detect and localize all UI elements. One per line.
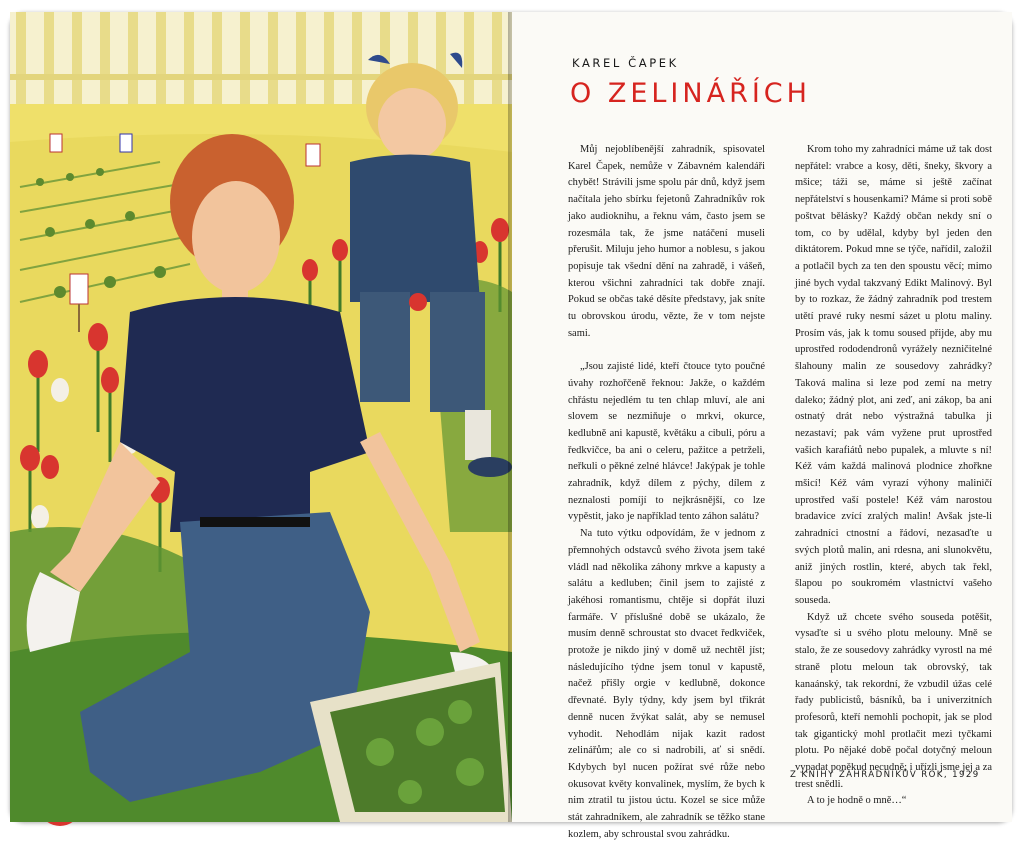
text-column-1 bbox=[568, 142, 765, 844]
author-name: KAREL ČAPEK bbox=[572, 56, 679, 70]
book-spread bbox=[10, 12, 1012, 840]
body-paragraph: Na tuto výtku odpovídám, že v jednom z přemnohých odstavců svého života jsem také vládl nad několika záhony mrkve a kapusty a salátu a kedluben; činil jsem to zajisté z jakéhosi romantismu, chtěje si dopřát iluzi farmáře. V příslušné době se ukázalo, že musím denně schroustat sto dvacet ředkviček, protože je nikdo jiný v domě už nechtěl jíst; následujícího týdne jsem tonul v kapustě, načež přišly orgie v kedlubně, dokonce dřevnaté. Byly týdny, kdy jsem byl třikrát denně nucen žvýkat salát, aby se nemusel vyhodit. Nehodlám nijak kazit radost zelinářům; ale co si nadrobili, ať si snědí. Kdybych byl nucen požírat své růže nebo okusovat květy konvalinek, myslím, že bych k nim ztratil tu jistou úctu. Kozel se sice může stát zahradníkem, ale zahradník se těžko stane kozlem, aby schroustal svou zahrádku. bbox=[568, 528, 765, 840]
intro-paragraph: Můj nejoblíbenější zahradník, spisovatel Karel Čapek, nemůže v Zábavném kalendáři chybět! Strávili jsme spolu pár dnů, když jsem načítala jeho sbírku fejetonů Zahradníkův rok jako audioknihu, a řeknu vám, často jsem se rozesmála tak, že jsme natáčení museli přerušit. Miluju jeho humor a noblesu, s jakou popisuje tak všední dění na zahradě, i vášeň, kterou všichni zahradníci tak dobře znají. Pokud se občas také děsíte představy, jak sníte tu obrovskou úrodu, vězte, že v tom nejste sami. bbox=[568, 144, 765, 339]
closing-line: A to je hodně o mně…“ bbox=[807, 795, 907, 807]
illustration-page bbox=[10, 12, 512, 822]
text-column-2 bbox=[795, 142, 992, 810]
body-paragraph: Krom toho my zahradníci máme už tak dost nepřátel: vrabce a kosy, děti, šneky, škvory a mšice; táži se, máme si ještě začínat nepřátelství s housenkami? Máme si proti sobě poštvat bělásky? Každý občan nekdy sní o tom, co by udělal, kdyby byl jeden den diktátorem. Pokud mne se týče, nařídil, založil a potlačil bych za ten den spoustu věcí; mimo jiné bych vydal takzvaný Edikt Malinový. Byl by to rozkaz, že žádný zahradník pod trestem utětí pravé ruky nesmí sázet u plotu maliny. Prosím vás, jak k tomu soused přijde, aby mu uprostřed rododendronů vyrážely nezničitelné šlahouny malin ze sousedovy zahrádky? Taková malina si leze pod zemí na metry daleko; žádný plot, ani zeď, ani zákop, ba ani ostnatý drát nebo výstražná tabulka ji nezastaví; pak vám vyžene prut uprostřed vašich karafiátů nebo pupalek, a mluvte s ní! Kéž vám každá malinová plodnice zhořkne mšicí! Kéž vám vyrazí výhony maliničí uprostřed vaší postele! Kéž vám narostou bradavice zvící zralých malin! Avšak jste-li zahradníci ctnostní a řádoví, nezasaďte u svých plotů malin, ani rdesna, ani slunokvětu, aniž jiných rostlin, které, abych tak řekl, šlapou po soukromém vlastnictví vašeho souseda. bbox=[795, 144, 992, 606]
source-citation: Z KNIHY ZAHRADNÍKŮV ROK, 1929 bbox=[790, 770, 980, 780]
article-title: O ZELINÁŘÍCH bbox=[570, 78, 811, 109]
quote-paragraph: „Jsou zajisté lidé, kteří čtouce tyto poučné úvahy rozhořčeně řeknou: Jakže, o každém chřástu nejedlém tu ten chlap mluví, ale ani slovem se nezmiňuje o mrkvi, okurce, kedlubně ani kapustě, květáku a cibuli, póru a ředkvičce, ba ani o celeru, pažitce a petrželi, neřkuli o pěkné zelné hlávce! Jakýpak je tohle zahradník, když dílem z pýchy, dílem z neznalosti pomíjí to nejkrásnější, co lze vypěstit, jako je například tento záhon salátu? bbox=[568, 361, 765, 523]
text-page bbox=[512, 12, 1012, 840]
body-paragraph: Když už chcete svého souseda potěšit, vysaďte si u svého plotu melouny. Mně se stalo, že ze sousedovy zahrádky vyrostl na mé straně plotu meloun tak obrovský, tak kanaánský, tak rekordní, že vzbudil úžas celé řady publicistů, básníků, ba i univerzitních profesorů, kteří nemohli pochopit, jak se plod tak gigantický mohl protlačit mezi tyčkami plotu. Po nějaké době počal dotyčný meloun vypadat poněkud necudně; i uřízli jsme jej a za trest snědli. bbox=[795, 611, 992, 790]
gardening-illustration bbox=[10, 12, 512, 822]
